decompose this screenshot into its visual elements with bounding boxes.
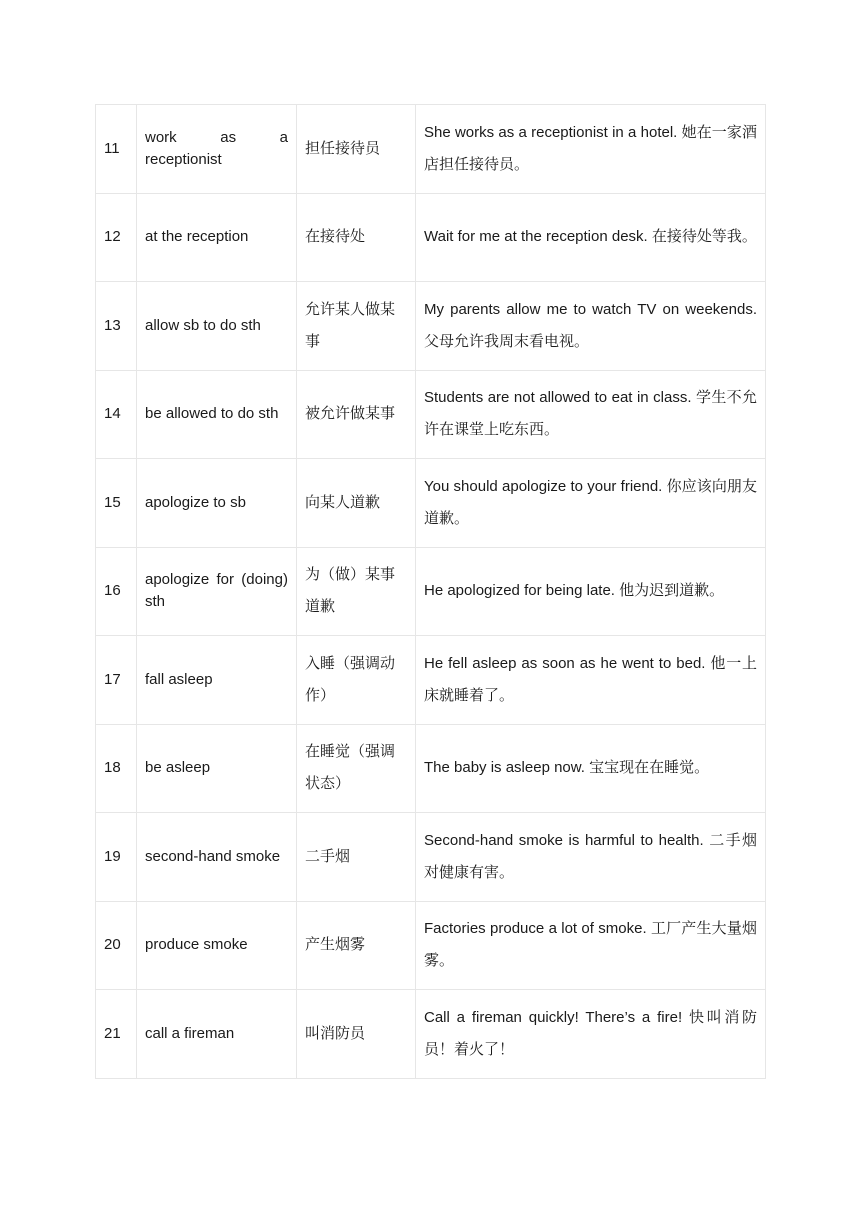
phrase-cell: be asleep [137,724,297,813]
example-cell: Wait for me at the reception desk. 在接待处等我。 [416,193,766,282]
example-cell: She works as a receptionist in a hotel. 她在一家酒店担任接待员。 [416,105,766,194]
meaning-cell: 叫消防员 [297,990,416,1079]
meaning-cell: 允许某人做某事 [297,282,416,371]
phrase-cell: allow sb to do sth [137,282,297,371]
phrase-cell: be allowed to do sth [137,370,297,459]
row-number: 11 [96,105,137,194]
table-row [96,370,766,459]
table-row [96,724,766,813]
phrase-cell: produce smoke [137,901,297,990]
meaning-cell: 为（做）某事道歉 [297,547,416,636]
row-number: 14 [96,370,137,459]
row-number: 21 [96,990,137,1079]
phrase-cell: at the reception [137,193,297,282]
example-cell: He apologized for being late. 他为迟到道歉。 [416,547,766,636]
row-number: 15 [96,459,137,548]
meaning-cell: 担任接待员 [297,105,416,194]
example-cell: He fell asleep as soon as he went to bed. 他一上床就睡着了。 [416,636,766,725]
table-row [96,813,766,902]
phrase-cell: second-hand smoke [137,813,297,902]
row-number: 16 [96,547,137,636]
meaning-cell: 在接待处 [297,193,416,282]
example-cell: Call a fireman quickly! There’s a fire! 快叫消防员！着火了！ [416,990,766,1079]
phrase-cell: apologize to sb [137,459,297,548]
table-row [96,459,766,548]
example-cell: The baby is asleep now. 宝宝现在在睡觉。 [416,724,766,813]
table-row [96,193,766,282]
example-cell: Students are not allowed to eat in class. 学生不允许在课堂上吃东西。 [416,370,766,459]
meaning-cell: 被允许做某事 [297,370,416,459]
row-number: 17 [96,636,137,725]
example-cell: My parents allow me to watch TV on weekends. 父母允许我周末看电视。 [416,282,766,371]
table-row [96,636,766,725]
vocabulary-table [95,104,766,1079]
table-row [96,547,766,636]
meaning-cell: 在睡觉（强调状态） [297,724,416,813]
example-cell: You should apologize to your friend. 你应该向朋友道歉。 [416,459,766,548]
meaning-cell: 产生烟雾 [297,901,416,990]
meaning-cell: 向某人道歉 [297,459,416,548]
row-number: 18 [96,724,137,813]
row-number: 12 [96,193,137,282]
example-cell: Factories produce a lot of smoke. 工厂产生大量烟雾。 [416,901,766,990]
phrase-cell: work as a receptionist [137,105,297,194]
table-row [96,282,766,371]
phrase-cell: fall asleep [137,636,297,725]
row-number: 20 [96,901,137,990]
row-number: 19 [96,813,137,902]
meaning-cell: 入睡（强调动作） [297,636,416,725]
phrase-cell: apologize for (doing) sth [137,547,297,636]
table-row [96,105,766,194]
table-row [96,901,766,990]
table-row [96,990,766,1079]
row-number: 13 [96,282,137,371]
example-cell: Second-hand smoke is harmful to health. 二手烟对健康有害。 [416,813,766,902]
meaning-cell: 二手烟 [297,813,416,902]
phrase-cell: call a fireman [137,990,297,1079]
